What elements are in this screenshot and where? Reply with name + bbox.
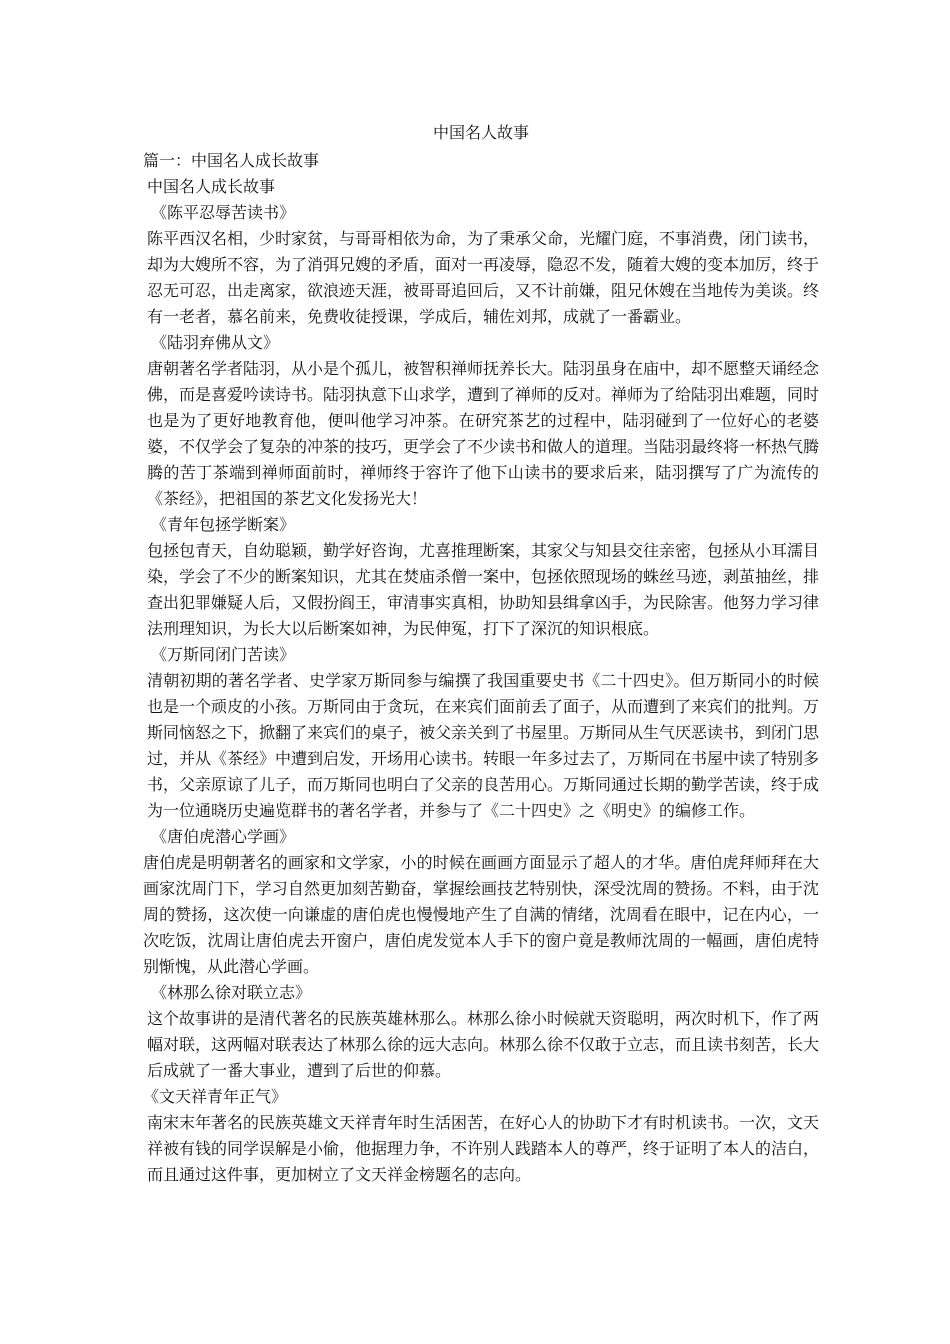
story-body: 唐伯虎是明朝著名的画家和文学家，小的时候在画画方面显示了超人的才华。唐伯虎拜师拜在大画家沈周门下，学习自然更加刻苦勤奋，掌握绘画技艺特别快，深受沈周的赞扬。不料，由于沈周的赞扬，这次使一向谦虚的唐伯虎也慢慢地产生了自满的情绪，沈周看在眼中，记在内心，一次吃饭，沈周让唐伯虎去开窗户，唐伯虎发觉本人手下的窗户竟是教师沈周的一幅画，唐伯虎特别惭愧，从此潜心学画。 (143, 853, 819, 976)
story-title: 《林那么徐对联立志》 (151, 983, 312, 1002)
story-body: 清朝初期的著名学者、史学家万斯同参与编撰了我国重要史书《二十四史》。但万斯同小的时候也是一个顽皮的小孩。万斯同由于贪玩，在来宾们面前丢了面子，从而遭到了来宾们的批判。万斯同恼怒之下，掀翻了来宾们的桌子，被父亲关到了书屋里。万斯同从生气厌恶读书，到闭门思过，并从《茶经》中遭到启发，开场用心读书。转眼一年多过去了，万斯同在书屋中读了特别多书，父亲原谅了儿子，而万斯同也明白了父亲的良苦用心。万斯同通过长期的勤学苦读，终于成为一位通晓历史遍览群书的著名学者，并参与了《二十四史》之《明史》的编修工作。 (147, 671, 820, 820)
document-title: 中国名人故事 (432, 123, 529, 142)
story-title: 《唐伯虎潜心学画》 (151, 827, 296, 846)
story-body: 南宋末年著名的民族英雄文天祥青年时生活困苦，在好心人的协助下才有时机读书。一次，文天祥被有钱的同学误解是小偷，他据理力争，不许别人践踏本人的尊严，终于证明了本人的洁白，而且通过这件事，更加树立了文天祥金榜题名的志向。 (147, 1113, 820, 1184)
story-title: 《陈平忍辱苦读书》 (151, 203, 296, 222)
sub-heading: 中国名人成长故事 (147, 177, 276, 196)
story-title: 《陆羽弃佛从文》 (151, 333, 280, 352)
story-title: 《万斯同闭门苦读》 (151, 645, 296, 664)
story-body: 包拯包青天，自幼聪颖，勤学好咨询，尤喜推理断案，其家父与知县交往亲密，包拯从小耳濡目染，学会了不少的断案知识，尤其在焚庙杀僧一案中，包拯依照现场的蛛丝马迹，剥茧抽丝，排查出犯罪嫌疑人后，又假扮阎王，审清事实真相，协助知县缉拿凶手，为民除害。他努力学习律法刑理知识，为长大以后断案如神，为民伸冤，打下了深沉的知识根底。 (147, 541, 820, 638)
story-body: 唐朝著名学者陆羽，从小是个孤儿，被智积禅师抚养长大。陆羽虽身在庙中，却不愿整天诵经念佛，而是喜爱吟读诗书。陆羽执意下山求学，遭到了禅师的反对。禅师为了给陆羽出难题，同时也是为了更好地教育他，便叫他学习冲茶。在研究茶艺的过程中，陆羽碰到了一位好心的老婆婆，不仅学会了复杂的冲茶的技巧，更学会了不少读书和做人的道理。当陆羽最终将一杯热气腾腾的苦丁茶端到禅师面前时，禅师终于容许了他下山读书的要求后来，陆羽撰写了广为流传的《茶经》，把祖国的茶艺文化发扬光大！ (147, 359, 820, 508)
part-heading: 篇一：中国名人成长故事 (143, 151, 320, 170)
story-title: 《青年包拯学断案》 (151, 515, 296, 534)
story-body: 这个故事讲的是清代著名的民族英雄林那么。林那么徐小时候就天资聪明，两次时机下，作了两幅对联，这两幅对联表达了林那么徐的远大志向。林那么徐不仅敢于立志，而且读书刻苦，长大后成就了一番大事业，遭到了后世的仰慕。 (147, 1009, 820, 1080)
story-body: 陈平西汉名相，少时家贫，与哥哥相依为命，为了秉承父命，光耀门庭，不事消费，闭门读书，却为大嫂所不容，为了消弭兄嫂的矛盾，面对一再凌辱，隐忍不发，随着大嫂的变本加厉，终于忍无可忍，出走离家，欲浪迹天涯，被哥哥追回后，又不计前嫌，阻兄休嫂在当地传为美谈。终有一老者，慕名前来，免费收徒授课，学成后，辅佐刘邦，成就了一番霸业。 (147, 229, 820, 326)
document-page (143, 120, 819, 1188)
story-title: 《文天祥青年正气》 (143, 1087, 288, 1106)
